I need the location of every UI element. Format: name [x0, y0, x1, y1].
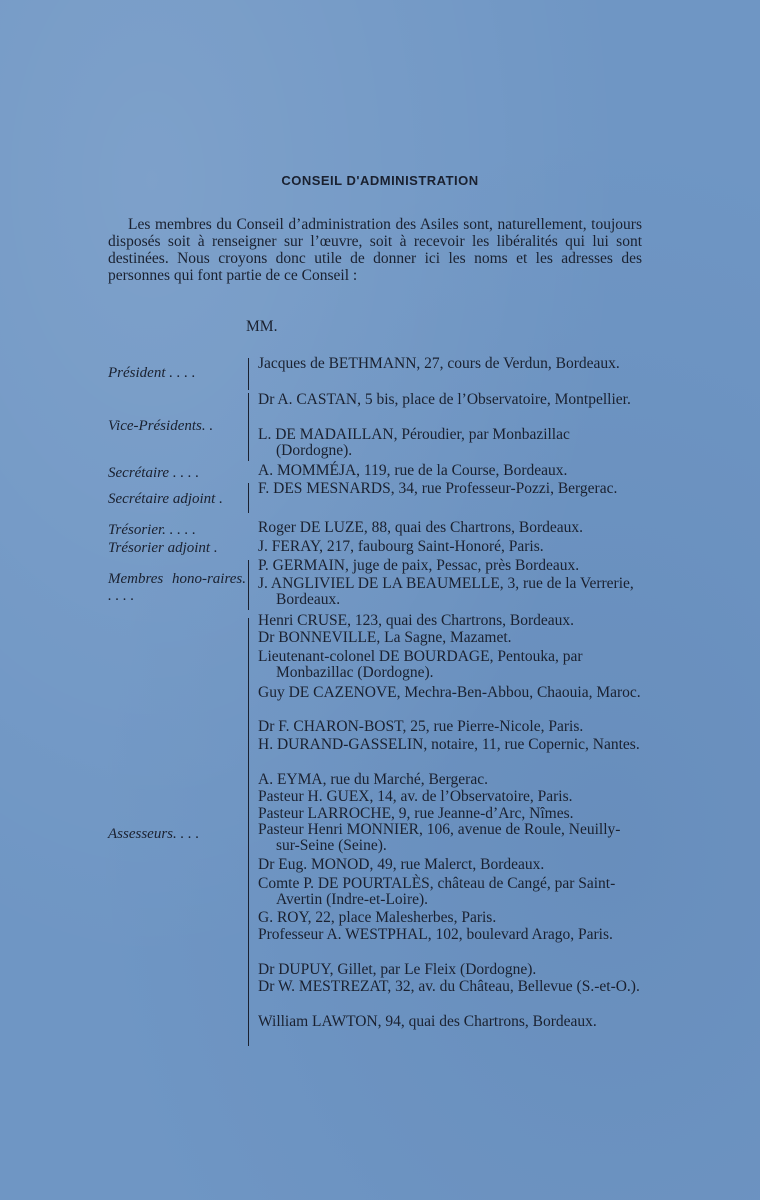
brace-president: [248, 358, 255, 390]
salutation: MM.: [246, 318, 278, 335]
member-entry: G. ROY, 22, place Malesherbes, Paris.: [258, 909, 497, 926]
member-entry: Dr Eug. MONOD, 49, rue Malerct, Bordeaux.: [258, 856, 545, 873]
member-entry: Lieutenant-colonel DE BOURDAGE, Pentouka, par Monbazillac (Dordogne).: [258, 648, 583, 682]
role-tresorier: Trésorier. . . . .: [108, 522, 196, 538]
role-tresorier-adjoint: Trésorier adjoint .: [108, 540, 218, 556]
member-entry: Jacques de BETHMANN, 27, cours de Verdun, Bordeaux.: [258, 355, 620, 372]
member-entry: Guy DE CAZENOVE, Mechra-Ben-Abbou, Chaouia, Maroc.: [258, 684, 641, 701]
role-vice-presidents: Vice-Présidents. .: [108, 418, 214, 434]
brace-secretaire-adjoint: [248, 483, 255, 513]
member-entry: Pasteur LARROCHE, 9, rue Jeanne-d’Arc, Nîmes.: [258, 805, 574, 822]
member-entry: Roger DE LUZE, 88, quai des Chartrons, Bordeaux.: [258, 519, 584, 536]
member-entry: P. GERMAIN, juge de paix, Pessac, près Bordeaux.: [258, 557, 580, 574]
member-entry: Comte P. DE POURTALÈS, château de Cangé, par Saint-Avertin (Indre-et-Loire).: [258, 875, 616, 909]
intro-paragraph: Les membres du Conseil d’administration des Asiles sont, naturellement, toujours disposés soit à renseigner sur l’œuvre, soit à recevoir les libéralités qui lui sont destinées. Nous croyons donc utile de donner ici les noms et les adresses des personnes qui font partie de ce Conseil :: [108, 216, 642, 284]
member-entry: Pasteur H. GUEX, 14, av. de l’Observatoire, Paris.: [258, 788, 573, 805]
member-entry: J. ANGLIVIEL DE LA BEAUMELLE, 3, rue de la Verrerie, Bordeaux.: [258, 575, 634, 609]
page-title: CONSEIL D'ADMINISTRATION: [281, 173, 479, 188]
member-entry: William LAWTON, 94, quai des Chartrons, Bordeaux.: [258, 1013, 597, 1030]
member-entry: F. DES MESNARDS, 34, rue Professeur-Pozzi, Bergerac.: [258, 480, 618, 497]
member-entry: Pasteur Henri MONNIER, 106, avenue de Roule, Neuilly-sur-Seine (Seine).: [258, 821, 621, 855]
role-membres-honoraires: Membres hono-raires. . . . .: [108, 571, 246, 604]
role-secretaire-adjoint: Secrétaire adjoint .: [108, 491, 223, 507]
member-entry: Dr W. MESTREZAT, 32, av. du Château, Bellevue (S.-et-O.).: [258, 978, 640, 995]
member-entry: Dr DUPUY, Gillet, par Le Fleix (Dordogne).: [258, 961, 537, 978]
member-entry: Dr BONNEVILLE, La Sagne, Mazamet.: [258, 629, 512, 646]
member-entry: Henri CRUSE, 123, quai des Chartrons, Bordeaux.: [258, 612, 574, 629]
member-entry: Dr F. CHARON-BOST, 25, rue Pierre-Nicole, Paris.: [258, 718, 584, 735]
member-entry: L. DE MADAILLAN, Péroudier, par Monbazillac (Dordogne).: [258, 426, 570, 460]
brace-assesseurs: [248, 618, 255, 1046]
member-entry: A. MOMMÉJA, 119, rue de la Course, Bordeaux.: [258, 462, 568, 479]
member-entry: Professeur A. WESTPHAL, 102, boulevard Arago, Paris.: [258, 926, 613, 943]
member-entry: A. EYMA, rue du Marché, Bergerac.: [258, 771, 488, 788]
role-president: Président . . . .: [108, 365, 196, 381]
brace-vice-presidents: [248, 393, 255, 461]
brace-membres-honoraires: [248, 560, 255, 610]
role-secretaire: Secrétaire . . . .: [108, 465, 200, 481]
member-entry: H. DURAND-GASSELIN, notaire, 11, rue Copernic, Nantes.: [258, 736, 640, 753]
role-assesseurs: Assesseurs. . . .: [108, 826, 200, 842]
member-entry: J. FERAY, 217, faubourg Saint-Honoré, Paris.: [258, 538, 544, 555]
member-entry: Dr A. CASTAN, 5 bis, place de l’Observatoire, Montpellier.: [258, 391, 631, 408]
